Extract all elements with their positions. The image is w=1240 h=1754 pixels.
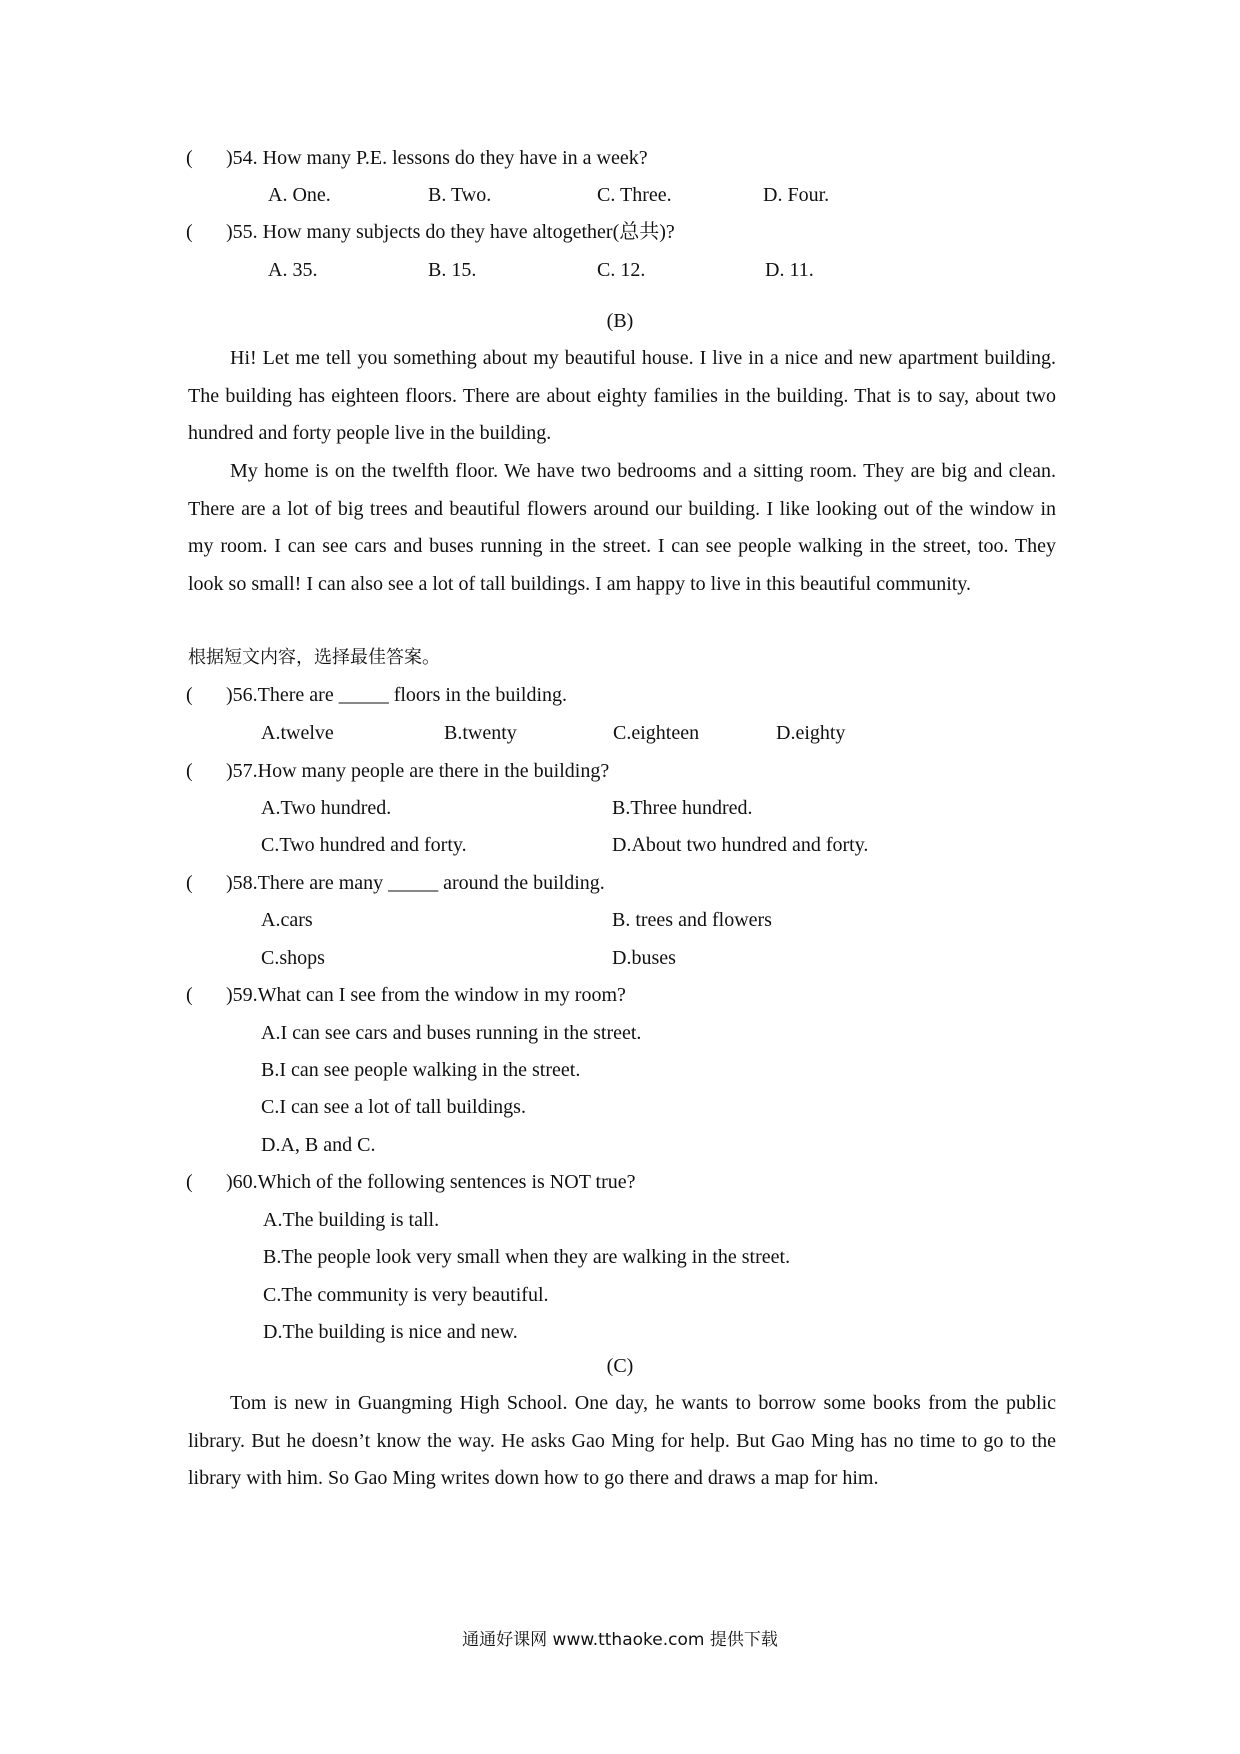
option-b: B.twenty <box>444 722 517 744</box>
page-footer: 通通好课网 www.tthaoke.com 提供下载 <box>462 1630 778 1650</box>
answer-paren: ( <box>186 1171 193 1193</box>
question-stem: )56.There are _____ floors in the building. <box>226 684 568 706</box>
option-c: C.The community is very beautiful. <box>263 1284 549 1306</box>
section-heading-c: (C) <box>606 1355 634 1377</box>
section-heading-b: (B) <box>606 310 634 332</box>
option-c: C. Three. <box>597 184 672 206</box>
option-a: A.I can see cars and buses running in the street. <box>261 1022 642 1044</box>
question-stem: )54. How many P.E. lessons do they have in a week? <box>226 147 648 169</box>
option-a: A.cars <box>261 909 313 931</box>
answer-paren: ( <box>186 221 193 243</box>
option-b: B. Two. <box>428 184 492 206</box>
option-a: A.twelve <box>261 722 334 744</box>
option-d: D. 11. <box>765 259 814 281</box>
option-c: C.eighteen <box>613 722 700 744</box>
question-stem: )60.Which of the following sentences is NOT true? <box>226 1171 636 1193</box>
option-a: A.The building is tall. <box>263 1209 440 1231</box>
option-b: B. 15. <box>428 259 477 281</box>
option-d: D. Four. <box>763 184 830 206</box>
option-b: B. trees and flowers <box>612 909 772 931</box>
question-stem: )57.How many people are there in the building? <box>226 760 610 782</box>
option-d: D.About two hundred and forty. <box>612 834 869 856</box>
passage-b-paragraph-1: Hi! Let me tell you something about my beautiful house. I live in a nice and new apartment building. The building has eighteen floors. There are about eighty families in the building. That is to say, about two hundred and forty people live in the building. <box>188 347 1056 444</box>
answer-paren: ( <box>186 760 193 782</box>
option-b: B.The people look very small when they are walking in the street. <box>263 1246 791 1268</box>
option-b: B.I can see people walking in the street. <box>261 1059 581 1081</box>
option-d: D.eighty <box>776 722 846 744</box>
answer-paren: ( <box>186 147 193 169</box>
option-d: D.A, B and C. <box>261 1134 376 1156</box>
answer-paren: ( <box>186 684 193 706</box>
question-stem: )59.What can I see from the window in my room? <box>226 984 626 1006</box>
question-stem: )58.There are many _____ around the building. <box>226 872 605 894</box>
question-stem: )55. How many subjects do they have altogether(总共)? <box>226 221 675 243</box>
option-c: C.I can see a lot of tall buildings. <box>261 1096 526 1118</box>
instruction-text: 根据短文内容，选择最佳答案。 <box>188 647 440 668</box>
option-c: C.Two hundred and forty. <box>261 834 467 856</box>
option-a: A. 35. <box>268 259 318 281</box>
option-b: B.Three hundred. <box>612 797 753 819</box>
option-c: C.shops <box>261 947 325 969</box>
option-d: D.The building is nice and new. <box>263 1321 518 1343</box>
option-a: A. One. <box>268 184 331 206</box>
option-a: A.Two hundred. <box>261 797 392 819</box>
option-d: D.buses <box>612 947 676 969</box>
passage-c-paragraph: Tom is new in Guangming High School. One day, he wants to borrow some books from the public library. But he doesn’t know the way. He asks Gao Ming for help. But Gao Ming has no time to go to the library with him. So Gao Ming writes down how to go there and draws a map for him. <box>188 1392 1056 1489</box>
answer-paren: ( <box>186 984 193 1006</box>
answer-paren: ( <box>186 872 193 894</box>
option-c: C. 12. <box>597 259 646 281</box>
passage-b-paragraph-2: My home is on the twelfth floor. We have two bedrooms and a sitting room. They are big and clean. There are a lot of big trees and beautiful flowers around our building. I like looking out of the window in my room. I can see cars and buses running in the street. I can see people walking in the street, too. They look so small! I can also see a lot of tall buildings. I am happy to live in this beautiful community. <box>188 460 1056 595</box>
